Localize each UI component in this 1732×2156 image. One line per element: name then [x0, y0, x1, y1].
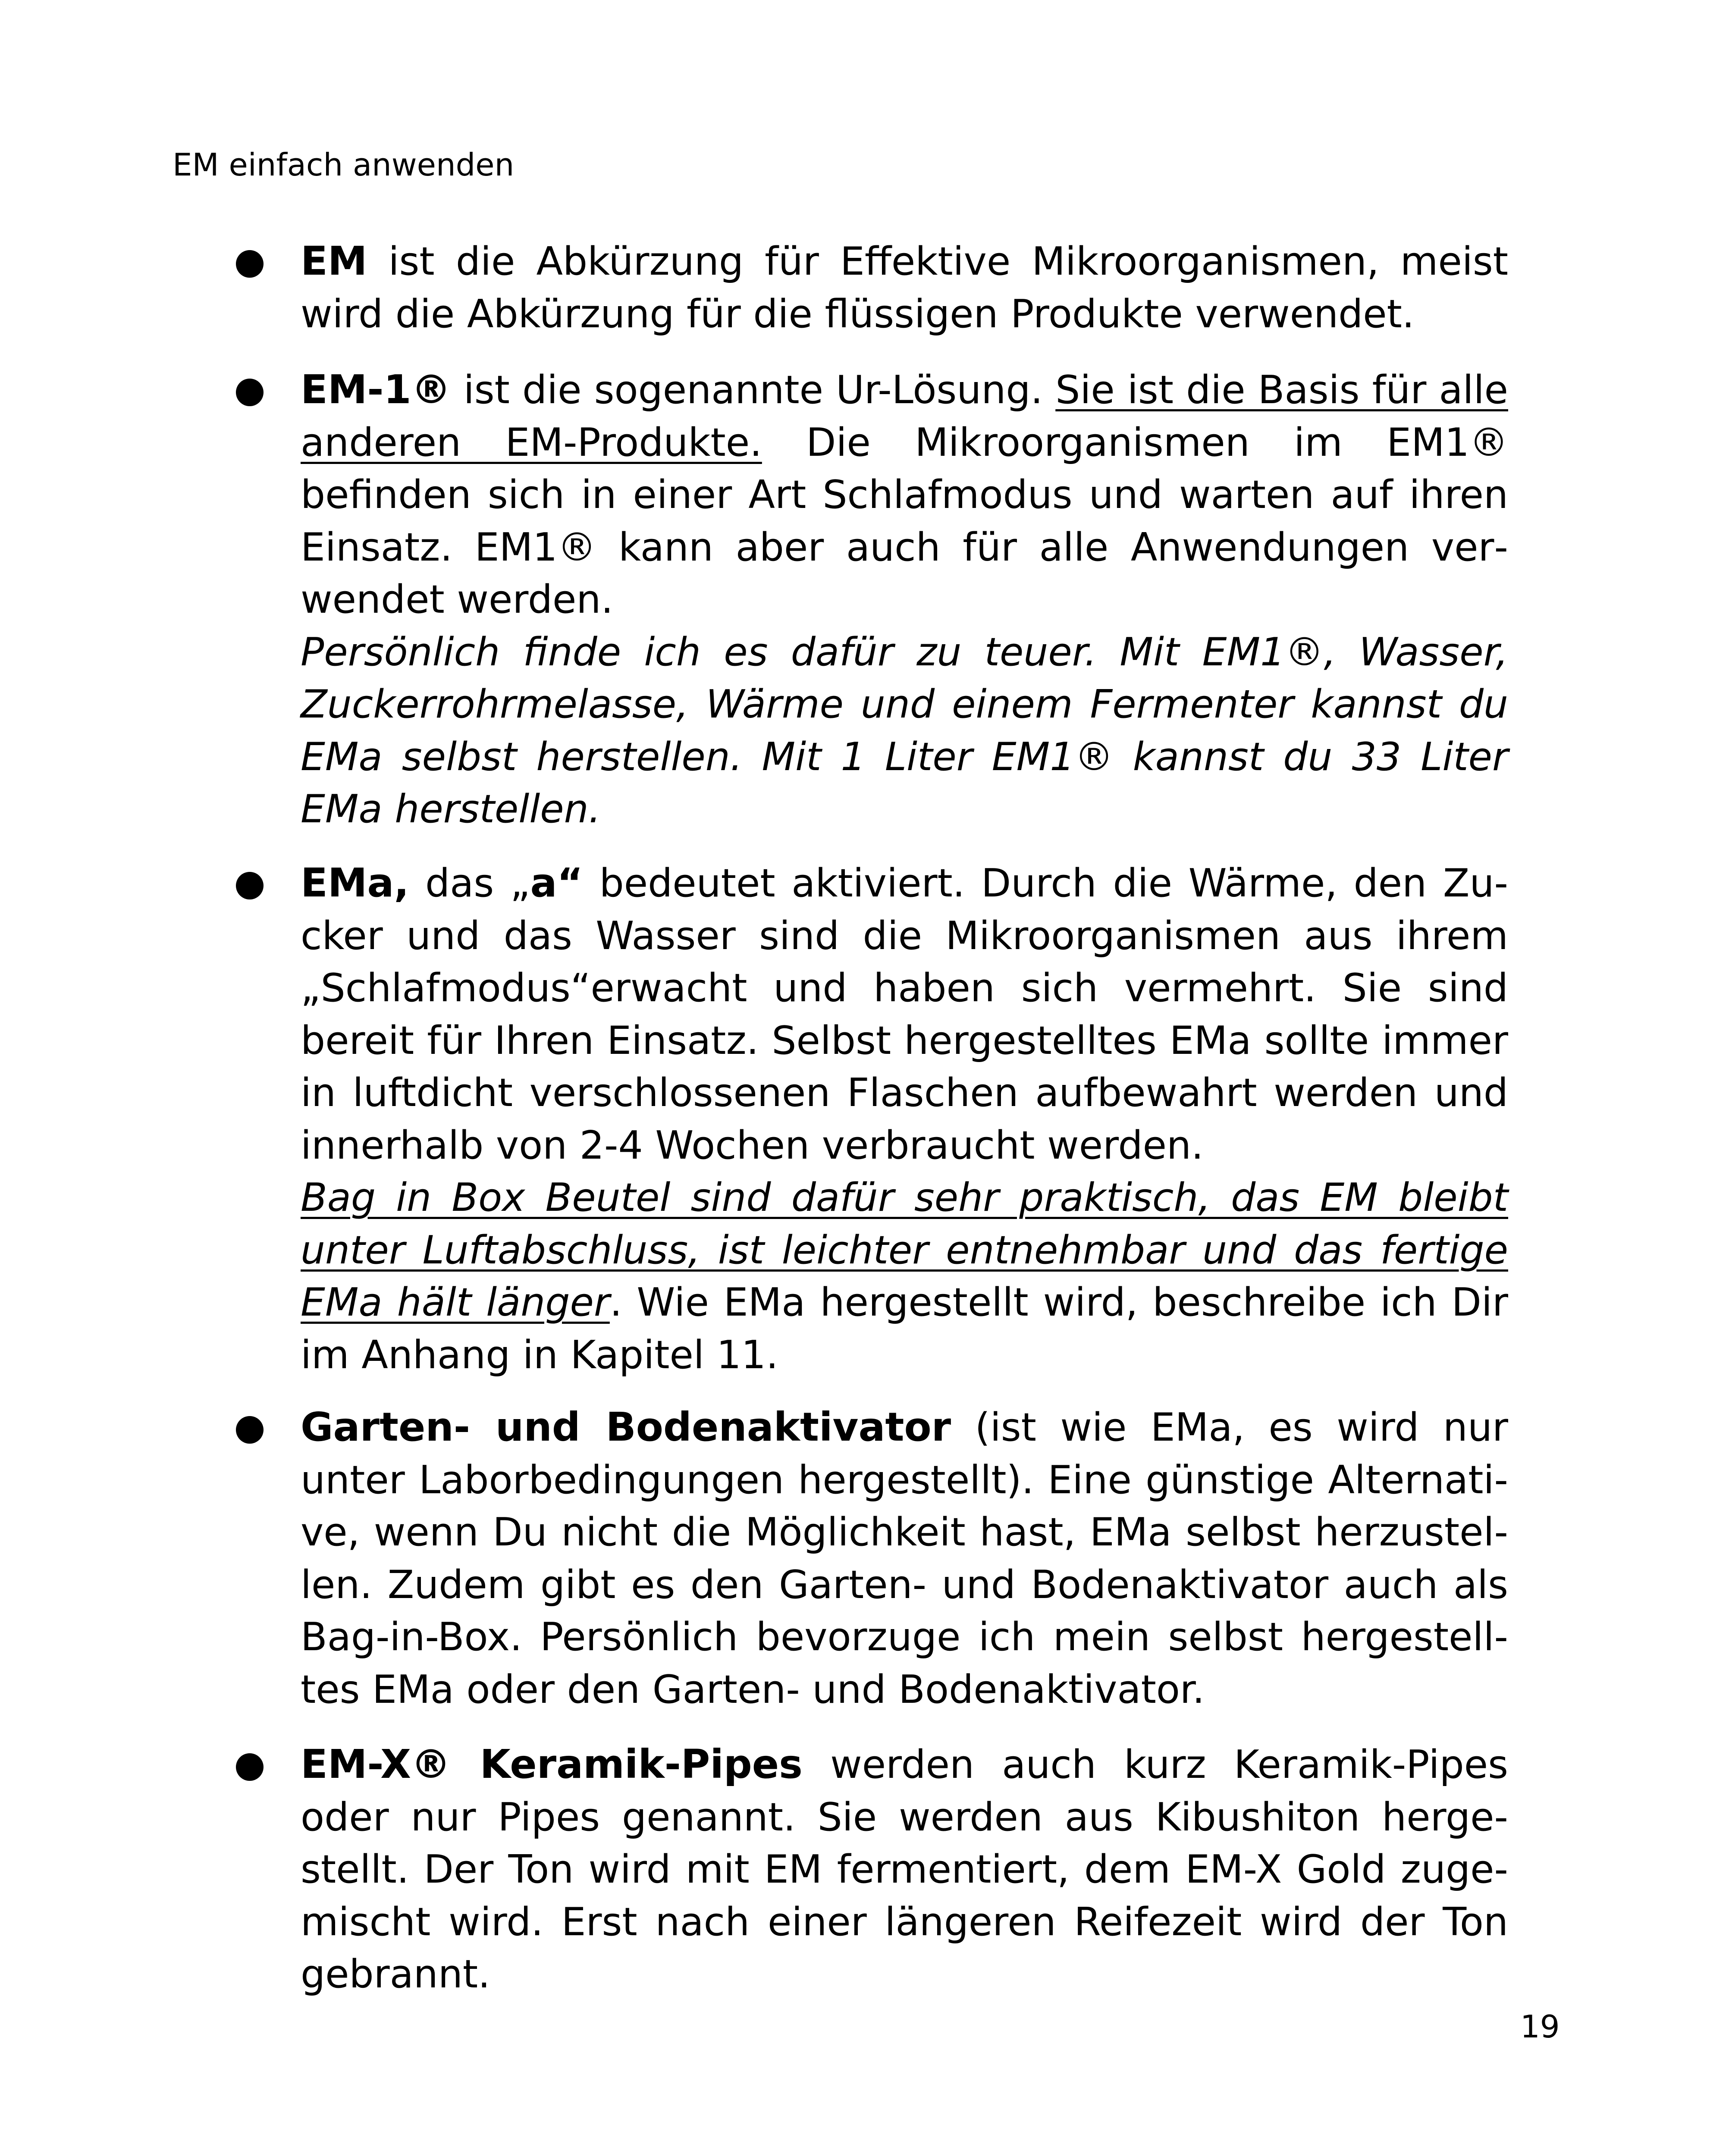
list-item-bodenaktivator [301, 1401, 1508, 1716]
body-text: Die Mikroorganismen im EM1® befinden sich in einer Art Schlafmodus und warten auf ihren Einsatz. EM1® kann aber auch für alle Anwendungen verwendet werden. [301, 420, 1508, 622]
italic-note: Persönlich finde ich es dafür zu teuer. Mit EM1®, Wasser, Zuckerrohrmelasse, Wärme und einem Fermenter kannst du EMa selbst herstellen. Mit 1 Liter EM1® kannst du 33 Liter EMa herstellen. [301, 629, 1508, 832]
body-text: werden auch kurz Keramik-Pipes oder nur Pipes genannt. Sie werden aus Kibushiton hergestellt. Der Ton wird mit EM fermentiert, dem EM-X Gold zugemischt wird. Erst nach einer längeren Reifezeit wird der Ton gebrannt. [301, 1742, 1508, 1997]
body-text: ist die Abkürzung für Effektive Mikroorganismen, meist wird die Abkürzung für die flüssigen Produkte verwendet. [301, 239, 1508, 337]
term: Garten- und Bodenaktivator [301, 1404, 951, 1450]
term: a“ [530, 860, 584, 906]
paragraph [301, 235, 1508, 340]
list-item-em1 [301, 364, 1508, 836]
bullet-icon [236, 1753, 264, 1781]
term: EMa, [301, 860, 409, 906]
list-item-ema [301, 857, 1508, 1381]
list-item-em [301, 235, 1508, 340]
italic-underlined-note: Bag in Box Beutel sind dafür sehr praktisch, das EM bleibt unter Luftabschluss, ist leichter entnehmbar und das fertige EMa hält länger [301, 1175, 1508, 1325]
bullet-icon [236, 250, 264, 278]
bullet-icon [236, 379, 264, 406]
page-number: 19 [1520, 2009, 1560, 2045]
term: EM-X® Keramik-Pipes [301, 1741, 803, 1787]
body-text: . Wie EMa hergestellt wird, beschreibe ich Dir im Anhang in Kapitel 11. [301, 1280, 1508, 1378]
body-text: (ist wie EMa, es wird nur unter Laborbedingungen hergestellt). Eine günstige Alternative, wenn Du nicht die Möglichkeit hast, EMa selbst herzustellen. Zudem gibt es den Garten- und Bodenaktivator auch als Bag-in-Box. Persönlich bevorzuge ich mein selbst hergestelltes EMa oder den Garten- und Bodenaktivator. [301, 1405, 1509, 1712]
paragraph [301, 1172, 1508, 1381]
term: EM [301, 238, 367, 284]
paragraph [301, 364, 1508, 626]
paragraph [301, 1401, 1508, 1716]
bullet-icon [236, 1416, 264, 1444]
paragraph [301, 857, 1508, 1172]
running-header: EM einfach anwenden [173, 147, 515, 183]
term: EM-1® [301, 367, 451, 413]
body-text: bedeutet aktiviert. Durch die Wärme, den Zucker und das Wasser sind die Mikroorganismen aus ihrem „Schlafmodus“erwacht und haben sich vermehrt. Sie sind bereit für Ihren Einsatz. Selbst hergestelltes EMa sollte immer in luftdicht verschlossenen Flaschen aufbewahrt werden und innerhalb von 2-4 Wochen verbraucht werden. [301, 861, 1508, 1168]
body-text: das „ [409, 861, 530, 906]
list-item-keramik-pipes [301, 1738, 1508, 2001]
paragraph [301, 1738, 1508, 2001]
body-text: ist die sogenannte Ur-Lösung. [451, 367, 1056, 413]
bullet-icon [236, 872, 264, 899]
underlined-text: Sie ist die Basis für alle anderen EM-Produkte. [301, 367, 1508, 465]
